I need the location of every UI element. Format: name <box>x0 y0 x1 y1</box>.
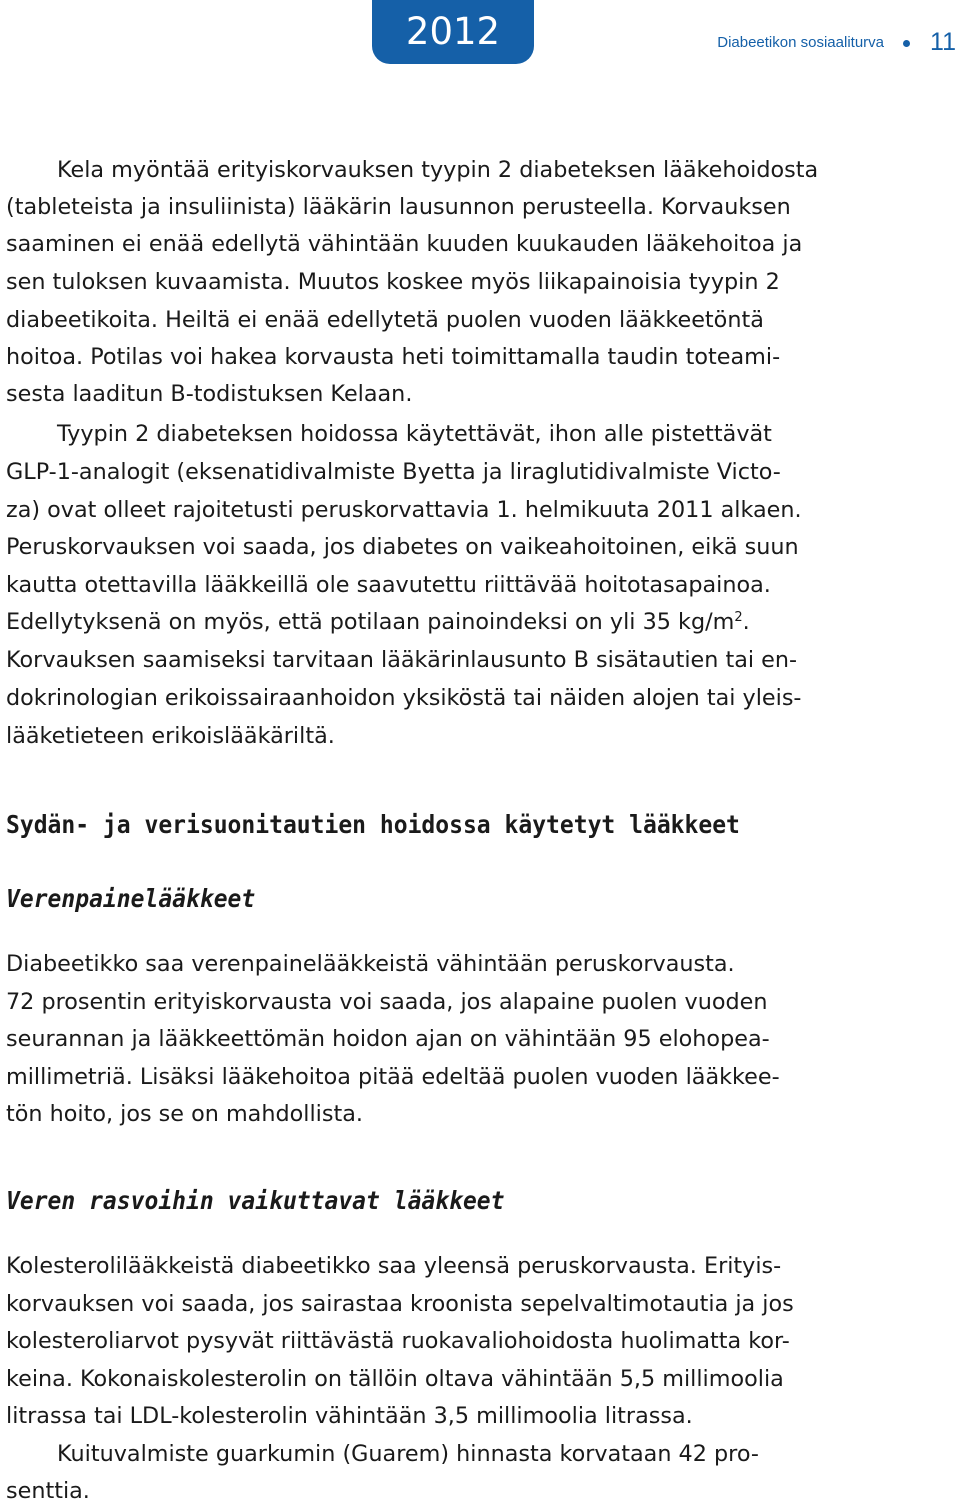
text-line: saaminen ei enää edellytä vähintään kuuden kuukauden lääkehoitoa ja <box>6 231 803 257</box>
text-line: kolesteroliarvot pysyvät riittävästä ruokavaliohoidosta huolimatta kor- <box>6 1328 790 1354</box>
text-line: Tyypin 2 diabeteksen hoidossa käytettävät, ihon alle pistettävät <box>57 421 772 447</box>
text-line: GLP-1-analogit (eksenatidivalmiste Byetta ja liraglutidivalmiste Victo- <box>6 459 781 485</box>
page-number: 11 <box>930 28 956 56</box>
running-title: Diabeetikon sosiaaliturva <box>717 34 884 51</box>
superscript: 2 <box>734 610 743 625</box>
text-line: 72 prosentin erityiskorvausta voi saada, jos alapaine puolen vuoden <box>6 989 768 1015</box>
text-line: dokrinologian erikoissairaanhoidon yksiköstä tai näiden alojen tai yleis- <box>6 685 802 711</box>
text-segment: . <box>742 609 750 635</box>
section-heading: Sydän- ja verisuonitautien hoidossa käytetyt lääkkeet <box>6 810 740 839</box>
text-line: hoitoa. Potilas voi hakea korvausta heti toimittamalla taudin toteami- <box>6 344 781 370</box>
text-segment: Edellytyksenä on myös, että potilaan painoindeksi on yli 35 kg/m <box>6 609 735 635</box>
text-line <box>6 607 750 637</box>
text-line: Kela myöntää erityiskorvauksen tyypin 2 diabeteksen lääkehoidosta <box>57 157 819 183</box>
text-line: millimetriä. Lisäksi lääkehoitoa pitää edeltää puolen vuoden lääkkee- <box>6 1064 780 1090</box>
text-line: keina. Kokonaiskolesterolin on tällöin oltava vähintään 5,5 millimoolia <box>6 1366 784 1392</box>
subheading-blood-pressure: Verenpainelääkkeet <box>6 884 256 913</box>
year-label: 2012 <box>405 10 501 53</box>
text-line: lääketieteen erikoislääkäriltä. <box>6 723 335 749</box>
text-line: sen tuloksen kuvaamista. Muutos koskee myös liikapainoisia tyypin 2 <box>6 269 780 295</box>
text-line: litrassa tai LDL-kolesterolin vähintään 3,5 millimoolia litrassa. <box>6 1403 693 1429</box>
text-line: diabeetikoita. Heiltä ei enää edellytetä puolen vuoden lääkkeetöntä <box>6 307 764 333</box>
bullet-dot-icon <box>903 40 910 47</box>
text-line: Diabeetikko saa verenpainelääkkeistä vähintään peruskorvausta. <box>6 951 735 977</box>
text-line: seurannan ja lääkkeettömän hoidon ajan on vähintään 95 elohopea- <box>6 1026 770 1052</box>
text-line: tön hoito, jos se on mahdollista. <box>6 1101 363 1127</box>
text-line: kautta otettavilla lääkkeillä ole saavutettu riittävää hoitotasapainoa. <box>6 572 771 598</box>
text-line: Peruskorvauksen voi saada, jos diabetes on vaikeahoitoinen, eikä suun <box>6 534 799 560</box>
text-line: sesta laaditun B-todistuksen Kelaan. <box>6 381 413 407</box>
text-line: (tableteista ja insuliinista) lääkärin lausunnon perusteella. Korvauksen <box>6 194 791 220</box>
text-line: Kuituvalmiste guarkumin (Guarem) hinnasta korvataan 42 pro- <box>57 1441 759 1467</box>
text-line: senttia. <box>6 1478 90 1504</box>
subheading-lipids: Veren rasvoihin vaikuttavat lääkkeet <box>6 1186 505 1215</box>
page-header <box>560 28 960 58</box>
text-line: za) ovat olleet rajoitetusti peruskorvattavia 1. helmikuuta 2011 alkaen. <box>6 497 802 523</box>
text-line: korvauksen voi saada, jos sairastaa kroonista sepelvaltimotautia ja jos <box>6 1291 794 1317</box>
text-line: Korvauksen saamiseksi tarvitaan lääkärinlausunto B sisätautien tai en- <box>6 647 798 673</box>
text-line: Kolesterolilääkkeistä diabeetikko saa yleensä peruskorvausta. Erityis- <box>6 1253 782 1279</box>
year-badge <box>372 0 534 64</box>
